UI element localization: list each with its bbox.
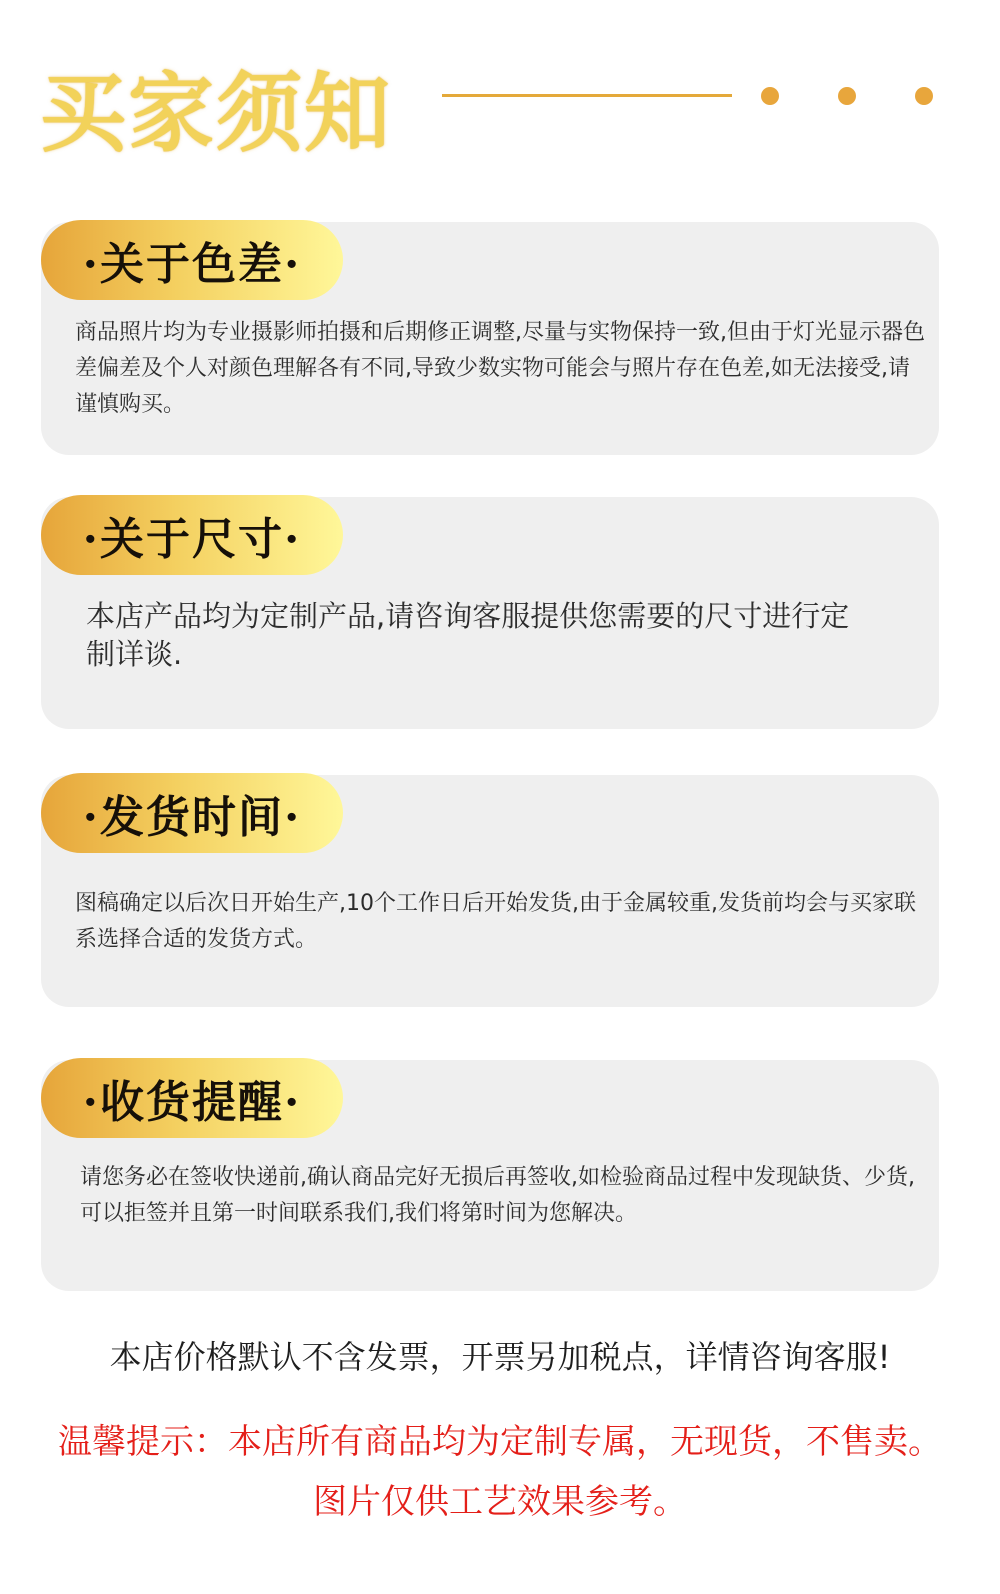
section-text-shipping-time: 图稿确定以后次日开始生产,10个工作日后开始发货,由于金属较重,发货前均会与买家联系选择合适的发货方式。 <box>75 891 916 952</box>
warm-tip-line-1: 温馨提示：本店所有商品均为定制专属，无现货，不售卖。 <box>58 1422 942 1462</box>
section-badge-shipping-time <box>41 773 343 853</box>
section-badge-color-difference <box>41 220 343 300</box>
page-header <box>0 0 1000 190</box>
decorative-dot-1 <box>761 87 779 105</box>
section-badge-receipt-reminder <box>41 1058 343 1138</box>
title-divider-line <box>442 94 732 97</box>
warm-tip-line-2: 图片仅供工艺效果参考。 <box>313 1482 687 1522</box>
section-heading: ·收货提醒· <box>82 1077 302 1128</box>
decorative-dot-2 <box>838 87 856 105</box>
page-title: 买家须知 <box>40 64 392 164</box>
invoice-notice: 本店价格默认不含发票，开票另加税点，详情咨询客服! <box>109 1338 891 1376</box>
section-heading: ·关于色差· <box>82 239 302 290</box>
section-text-receipt-reminder: 请您务必在签收快递前,确认商品完好无损后再签收,如检验商品过程中发现缺货、少货,可以拒签并且第一时间联系我们,我们将第时间为您解决。 <box>80 1165 915 1226</box>
section-text-size: 本店产品均为定制产品,请咨询客服提供您需要的尺寸进行定制详谈. <box>86 599 850 671</box>
decorative-dot-3 <box>915 87 933 105</box>
section-text-color-difference: 商品照片均为专业摄影师拍摄和后期修正调整,尽量与实物保持一致,但由于灯光显示器色差偏差及个人对颜色理解各有不同,导致少数实物可能会与照片存在色差,如无法接受,请谨慎购买。 <box>75 320 925 417</box>
section-heading: ·关于尺寸· <box>82 514 302 565</box>
section-badge-size <box>41 495 343 575</box>
section-heading: ·发货时间· <box>82 792 302 843</box>
